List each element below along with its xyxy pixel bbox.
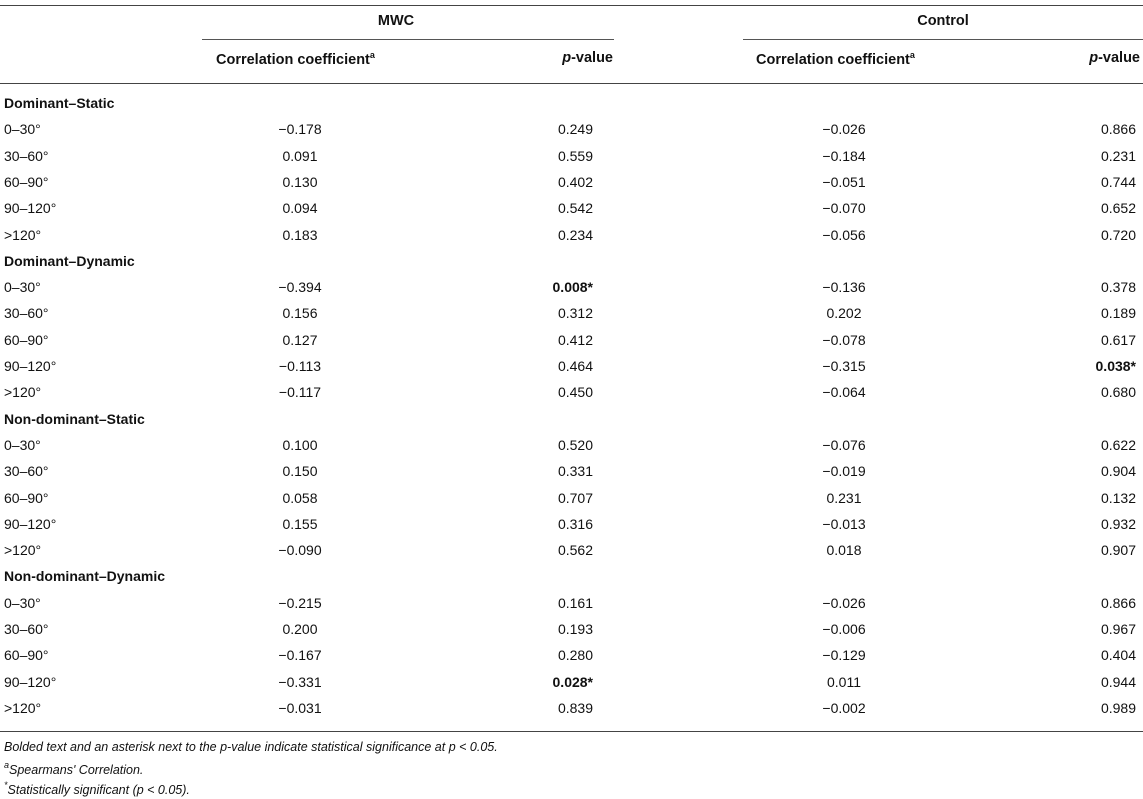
angle-cell: 0–30° [4, 121, 41, 138]
mwc-correlation-cell: 0.127 [282, 331, 318, 348]
table-row [0, 169, 1143, 195]
table-row [0, 616, 1143, 642]
control-pvalue-cell: 0.404 [1100, 647, 1136, 664]
control-correlation-cell: −0.002 [822, 699, 866, 716]
mwc-correlation-cell: 0.130 [282, 173, 318, 190]
mwc-pvalue-cell: 0.028* [552, 673, 593, 690]
mwc-correlation-cell: 0.155 [282, 515, 318, 532]
mwc-correlation-cell: 0.100 [282, 436, 318, 453]
angle-cell: 0–30° [4, 436, 41, 453]
table-top-rule [0, 5, 1143, 6]
control-pvalue-cell: 0.866 [1100, 121, 1136, 138]
control-correlation-cell: −0.136 [822, 279, 866, 296]
table-row [0, 458, 1143, 484]
angle-cell: >120° [4, 384, 42, 401]
angle-cell: 90–120° [4, 673, 57, 690]
control-correlation-cell: 0.011 [827, 673, 861, 690]
footnote-asterisk [4, 780, 190, 797]
mwc-correlation-cell: 0.183 [282, 226, 318, 243]
superscript-a: a [909, 50, 915, 60]
section-row [0, 406, 1143, 432]
angle-cell: 60–90° [4, 331, 49, 348]
mwc-correlation-cell: −0.394 [278, 279, 322, 296]
control-correlation-cell: −0.006 [822, 621, 866, 637]
mwc-pvalue-cell: 0.707 [557, 489, 593, 506]
table-row [0, 195, 1143, 221]
mwc-correlation-cell: −0.031 [278, 699, 322, 716]
mwc-pvalue-cell: 0.450 [557, 384, 593, 401]
control-pvalue-cell: 0.680 [1100, 384, 1136, 401]
angle-cell: 60–90° [4, 489, 49, 506]
p-rest: -value [1098, 50, 1140, 66]
section-title: Dominant–Static [4, 95, 115, 111]
angle-cell: 60–90° [4, 173, 49, 190]
section-title: Non-dominant–Static [4, 410, 145, 427]
footnote-significance: Bolded text and an asterisk next to the p-value indicate statistical significance at p < 0.05. [4, 740, 498, 754]
control-pvalue-cell: 0.932 [1100, 515, 1136, 532]
mwc-pvalue-cell: 0.542 [557, 200, 593, 217]
mwc-pvalue-cell: 0.402 [557, 173, 593, 190]
table-row [0, 695, 1143, 721]
table-row [0, 537, 1143, 563]
table-row [0, 379, 1143, 405]
control-correlation-cell: −0.056 [822, 226, 866, 243]
mwc-pvalue-cell: 0.562 [557, 542, 593, 559]
control-correlation-cell: −0.070 [822, 200, 866, 217]
table-row [0, 222, 1143, 248]
control-pvalue-cell: 0.189 [1100, 305, 1136, 322]
control-correlation-cell: −0.019 [822, 463, 866, 480]
table-row [0, 590, 1143, 616]
mwc-pvalue-cell: 0.316 [557, 515, 593, 532]
table-row [0, 116, 1143, 142]
p-italic: p [1089, 50, 1099, 66]
angle-cell: >120° [4, 542, 42, 559]
table-row [0, 143, 1143, 169]
table-row [0, 432, 1143, 458]
group-rule-control [743, 39, 1143, 40]
mwc-correlation-cell: 0.058 [282, 489, 318, 506]
mwc-correlation-cell: −0.215 [278, 594, 322, 611]
section-row [0, 90, 1143, 116]
section-row [0, 248, 1143, 274]
angle-cell: 90–120° [4, 200, 57, 217]
control-correlation-cell: 0.202 [826, 305, 862, 322]
mwc-correlation-cell: −0.113 [278, 358, 322, 374]
control-pvalue-cell: 0.989 [1100, 699, 1136, 716]
mwc-correlation-cell: −0.178 [278, 121, 322, 138]
mwc-correlation-cell: −0.167 [278, 647, 322, 664]
table-row [0, 669, 1143, 695]
control-pvalue-cell: 0.904 [1100, 463, 1136, 480]
control-pvalue-cell: 0.378 [1100, 279, 1136, 296]
control-correlation-cell: −0.129 [822, 647, 866, 664]
control-correlation-cell: 0.018 [826, 542, 862, 559]
control-pvalue-cell: 0.907 [1100, 542, 1136, 559]
control-correlation-cell: 0.231 [826, 489, 862, 506]
mwc-pvalue-cell: 0.839 [557, 699, 593, 716]
control-correlation-cell: −0.026 [822, 121, 866, 138]
mwc-pvalue-cell: 0.412 [557, 331, 593, 348]
control-pvalue-cell: 0.132 [1100, 489, 1136, 506]
table-row [0, 327, 1143, 353]
angle-cell: 0–30° [4, 594, 41, 611]
mwc-pvalue-cell: 0.234 [557, 226, 593, 243]
table-row [0, 300, 1143, 326]
group-rule-mwc [202, 39, 614, 40]
footnote-marker-a: a [4, 760, 10, 770]
footnote-marker-asterisk: * [4, 780, 8, 790]
control-correlation-cell: −0.026 [822, 594, 866, 611]
angle-cell: 0–30° [4, 279, 41, 296]
angle-cell: 30–60° [4, 463, 49, 480]
angle-cell: 90–120° [4, 358, 57, 374]
footnote-text: Statistically significant (p < 0.05). [7, 783, 190, 797]
control-pvalue-cell: 0.720 [1100, 226, 1136, 243]
control-pvalue-cell: 0.744 [1100, 173, 1136, 190]
control-correlation-cell: −0.184 [822, 147, 866, 164]
mwc-correlation-cell: 0.094 [282, 200, 318, 217]
col-header-mwc-pvalue [562, 50, 613, 66]
table-row [0, 642, 1143, 668]
mwc-pvalue-cell: 0.331 [557, 463, 593, 480]
mwc-correlation-cell: 0.156 [282, 305, 318, 322]
mwc-pvalue-cell: 0.008* [552, 279, 593, 296]
angle-cell: 60–90° [4, 647, 49, 664]
table-header-rule [0, 83, 1143, 84]
mwc-correlation-cell: −0.090 [278, 542, 322, 559]
control-pvalue-cell: 0.622 [1100, 436, 1136, 453]
section-title: Non-dominant–Dynamic [4, 568, 166, 585]
control-pvalue-cell: 0.652 [1100, 200, 1136, 217]
control-pvalue-cell: 0.617 [1100, 331, 1136, 348]
group-header-control: Control [917, 13, 969, 29]
table-row [0, 485, 1143, 511]
mwc-pvalue-cell: 0.559 [557, 147, 593, 164]
mwc-pvalue-cell: 0.193 [557, 621, 593, 637]
mwc-pvalue-cell: 0.249 [557, 121, 593, 138]
superscript-a: a [369, 50, 375, 60]
mwc-correlation-cell: 0.200 [282, 621, 318, 637]
angle-cell: >120° [4, 699, 42, 716]
col-header-control-pvalue [1089, 50, 1140, 66]
control-correlation-cell: −0.078 [822, 331, 866, 348]
control-correlation-cell: −0.013 [822, 515, 866, 532]
col-header-label: Correlation coefficient [216, 52, 370, 68]
mwc-pvalue-cell: 0.520 [557, 436, 593, 453]
mwc-correlation-cell: −0.331 [278, 673, 322, 690]
mwc-correlation-cell: −0.117 [278, 384, 322, 401]
table-row [0, 353, 1143, 379]
mwc-correlation-cell: 0.150 [282, 463, 318, 480]
col-header-mwc-correlation [216, 50, 375, 68]
table-row [0, 274, 1143, 300]
table-row [0, 511, 1143, 537]
table-bottom-rule [0, 731, 1143, 732]
mwc-pvalue-cell: 0.312 [557, 305, 593, 322]
mwc-pvalue-cell: 0.280 [557, 647, 593, 664]
group-header-mwc: MWC [377, 13, 415, 29]
control-pvalue-cell: 0.231 [1100, 147, 1136, 164]
angle-cell: 90–120° [4, 515, 57, 532]
angle-cell: 30–60° [4, 621, 49, 637]
mwc-pvalue-cell: 0.464 [557, 358, 593, 374]
control-pvalue-cell: 0.866 [1100, 594, 1136, 611]
footnote-text: Spearmans' Correlation. [9, 763, 144, 777]
control-pvalue-cell: 0.038* [1095, 358, 1136, 374]
p-italic: p [562, 50, 572, 66]
angle-cell: 30–60° [4, 305, 49, 322]
col-header-control-correlation [756, 50, 915, 68]
p-rest: -value [571, 50, 613, 66]
control-correlation-cell: −0.076 [822, 436, 866, 453]
control-pvalue-cell: 0.967 [1100, 621, 1136, 637]
section-title: Dominant–Dynamic [4, 252, 135, 269]
mwc-correlation-cell: 0.091 [282, 147, 318, 164]
control-correlation-cell: −0.064 [822, 384, 866, 401]
angle-cell: 30–60° [4, 147, 49, 164]
control-correlation-cell: −0.315 [822, 358, 866, 374]
control-pvalue-cell: 0.944 [1100, 673, 1136, 690]
col-header-label: Correlation coefficient [756, 52, 910, 68]
mwc-pvalue-cell: 0.161 [557, 594, 593, 611]
angle-cell: >120° [4, 226, 42, 243]
control-correlation-cell: −0.051 [822, 173, 866, 190]
section-row [0, 563, 1143, 589]
footnote-spearman [4, 760, 143, 777]
